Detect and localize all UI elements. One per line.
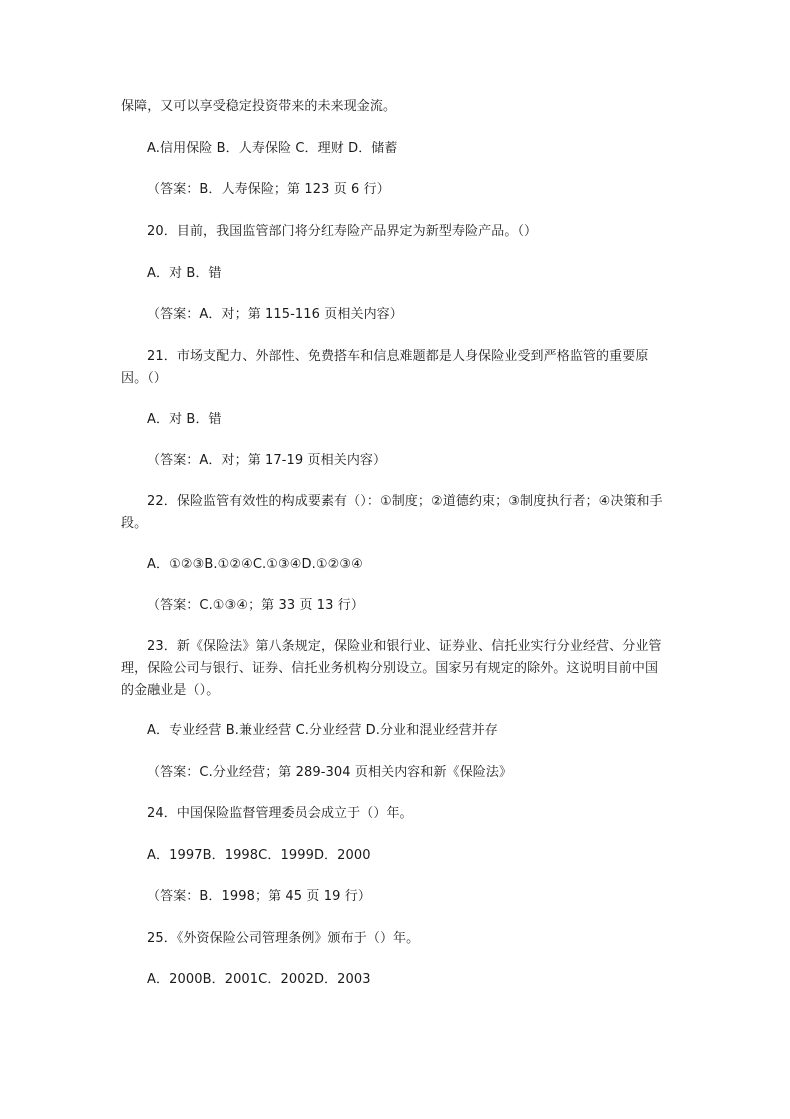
q22-options: A．①②③B.①②④C.①③④D.①②③④ xyxy=(147,557,363,572)
q23-question: 23．新《保险法》第八条规定，保险业和银行业、证券业、信托业实行分业经营、分业管理，保险公司与银行、证券、信托业务机构分别设立。国家另有规定的除外。这说明目前中国的金融业是（）。 xyxy=(121,639,662,698)
q21-question: 21．市场支配力、外部性、免费搭车和信息难题都是人身保险业受到严格监管的重要原因。（） xyxy=(121,349,649,386)
q24-question: 24．中国保险监督管理委员会成立于（）年。 xyxy=(147,806,413,821)
q25-options: A．2000B．2001C．2002D．2003 xyxy=(147,972,371,987)
q23-options: A．专业经营 B.兼业经营 C.分业经营 D.分业和混业经营并存 xyxy=(147,723,498,738)
q24-options: A．1997B．1998C．1999D．2000 xyxy=(147,848,371,863)
text-line-continuation: 保障，又可以享受稳定投资带来的未来现金流。 xyxy=(121,99,397,114)
q23-answer: （答案：C.分业经营；第 289-304 页相关内容和新《保险法》 xyxy=(147,765,513,780)
q24-answer: （答案：B．1998；第 45 页 19 行） xyxy=(147,889,371,904)
q20-question: 20．目前，我国监管部门将分红寿险产品界定为新型寿险产品。（） xyxy=(147,224,538,239)
q20-options: A．对 B．错 xyxy=(147,266,222,281)
q22-answer: （答案：C.①③④；第 33 页 13 行） xyxy=(147,598,364,613)
q21-answer: （答案：A．对；第 17-19 页相关内容） xyxy=(147,453,387,468)
q19-answer: （答案：B．人寿保险；第 123 页 6 行） xyxy=(147,182,390,197)
q25-question: 25．《外资保险公司管理条例》颁布于（）年。 xyxy=(147,931,420,946)
q19-options: A.信用保险 B．人寿保险 C．理财 D．储蓄 xyxy=(147,141,398,156)
q22-question: 22．保险监管有效性的构成要素有（）：①制度；②道德约束；③制度执行者；④决策和手段。 xyxy=(121,494,663,531)
q21-options: A．对 B．错 xyxy=(147,412,222,427)
q20-answer: （答案：A．对；第 115-116 页相关内容） xyxy=(147,307,403,322)
